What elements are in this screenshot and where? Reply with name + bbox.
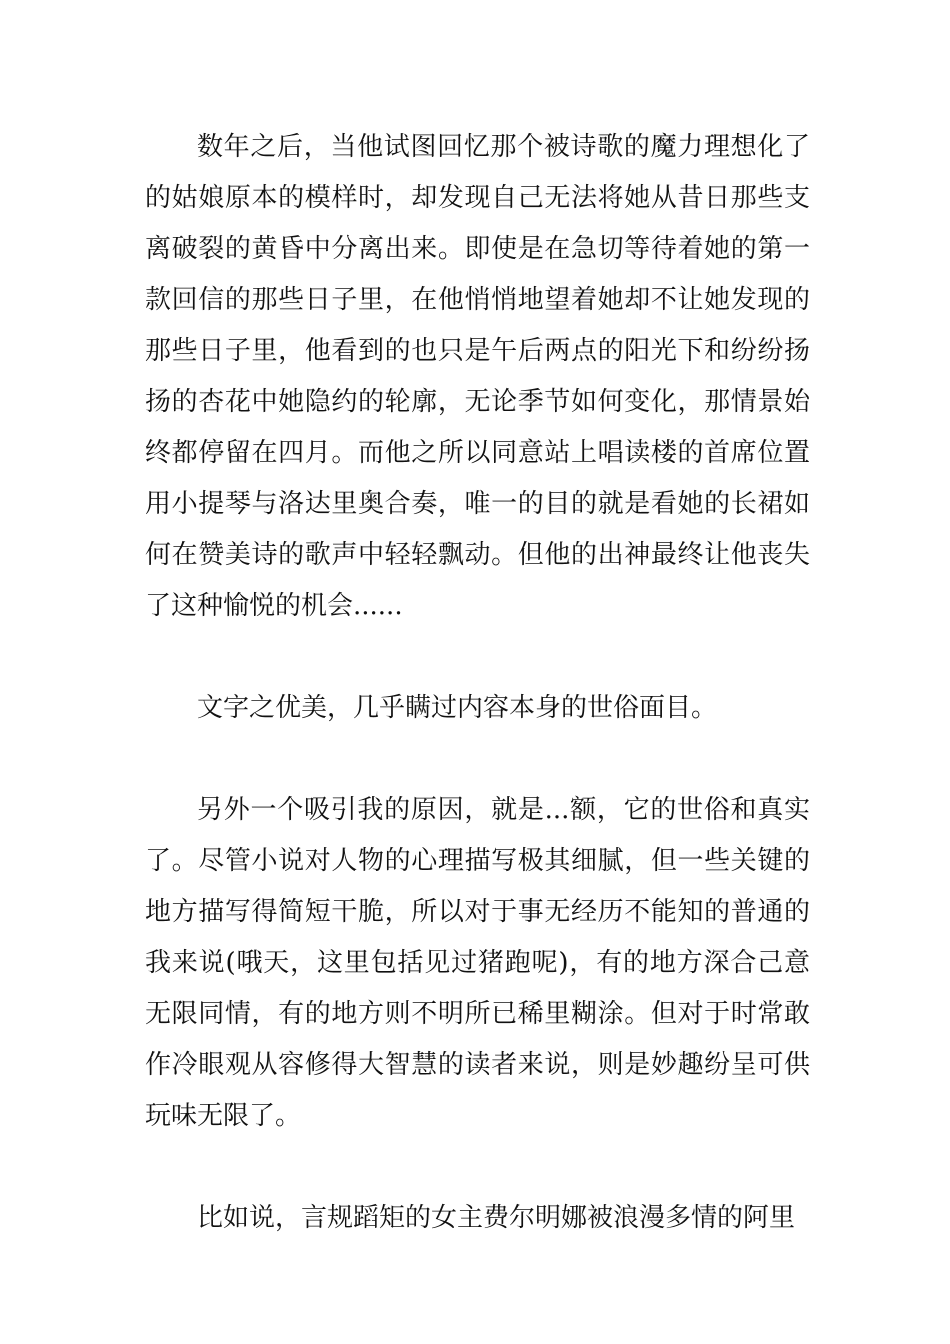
paragraph-4: 比如说，言规蹈矩的女主费尔明娜被浪漫多情的阿里 xyxy=(197,1203,796,1233)
paragraph-spacer xyxy=(145,1142,810,1193)
paragraph-spacer xyxy=(145,632,810,683)
paragraph-spacer xyxy=(145,734,810,785)
paragraph-2: 文字之优美，几乎瞒过内容本身的世俗面目。 xyxy=(197,693,718,723)
paragraph-3: 另外一个吸引我的原因，就是...额，它的世俗和真实了。尽管小说对人物的心理描写极其细腻，但一些关键的地方描写得简短干脆，所以对于事无经历不能知的普通的我来说(哦天，这里包括见过猪跑呢)，有的地方深合己意无限同情，有的地方则不明所已稀里糊涂。但对于时常敢作冷眼观从容修得大智慧的读者来说，则是妙趣纷呈可供玩味无限了。 xyxy=(145,795,810,1131)
document-body xyxy=(145,122,810,1244)
paragraph-1: 数年之后，当他试图回忆那个被诗歌的魔力理想化了的姑娘原本的模样时，却发现自己无法将她从昔日那些支离破裂的黄昏中分离出来。即使是在急切等待着她的第一款回信的那些日子里，在他悄悄地望着她却不让她发现的那些日子里，他看到的也只是午后两点的阳光下和纷纷扬扬的杏花中她隐约的轮廓，无论季节如何变化，那情景始终都停留在四月。而他之所以同意站上唱读楼的首席位置用小提琴与洛达里奥合奏，唯一的目的就是看她的长裙如何在赞美诗的歌声中轻轻飘动。但他的出神最终让他丧失了这种愉悦的机会...... xyxy=(145,132,810,621)
